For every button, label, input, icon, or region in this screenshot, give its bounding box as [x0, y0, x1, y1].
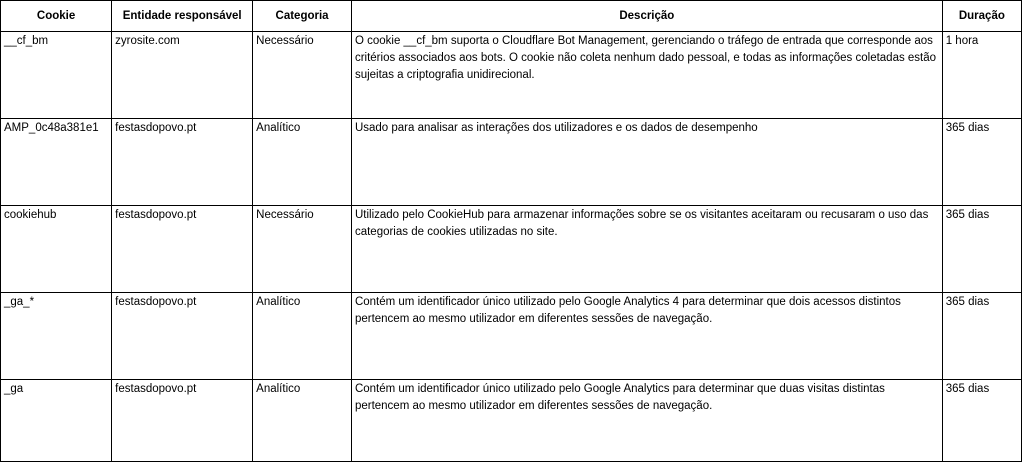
cell-cookie: cookiehub: [1, 206, 112, 293]
cell-entity: festasdopovo.pt: [112, 206, 253, 293]
cell-entity: festasdopovo.pt: [112, 380, 253, 462]
header-description: Descrição: [351, 1, 942, 32]
table-row: [1, 32, 1022, 119]
cell-duration: 1 hora: [942, 32, 1021, 119]
table-row: [1, 119, 1022, 206]
table-row: [1, 206, 1022, 293]
cell-cookie: __cf_bm: [1, 32, 112, 119]
cell-cookie: _ga: [1, 380, 112, 462]
cell-category: Necessário: [253, 206, 352, 293]
header-duration: Duração: [942, 1, 1021, 32]
cell-duration: 365 dias: [942, 206, 1021, 293]
header-entity: Entidade responsável: [112, 1, 253, 32]
cell-entity: festasdopovo.pt: [112, 119, 253, 206]
cell-description: Usado para analisar as interações dos utilizadores e os dados de desempenho: [351, 119, 942, 206]
cell-cookie: AMP_0c48a381e1: [1, 119, 112, 206]
cell-description: Contém um identificador único utilizado pelo Google Analytics para determinar que duas visitas distintas pertencem ao mesmo utilizador em diferentes sessões de navegação.: [351, 380, 942, 462]
header-category: Categoria: [253, 1, 352, 32]
cell-duration: 365 dias: [942, 293, 1021, 380]
cell-category: Analítico: [253, 293, 352, 380]
cell-category: Necessário: [253, 32, 352, 119]
cell-cookie: _ga_*: [1, 293, 112, 380]
cell-category: Analítico: [253, 119, 352, 206]
header-cookie: Cookie: [1, 1, 112, 32]
cell-description: Contém um identificador único utilizado pelo Google Analytics 4 para determinar que dois acessos distintos pertencem ao mesmo utilizador em diferentes sessões de navegação.: [351, 293, 942, 380]
cell-category: Analítico: [253, 380, 352, 462]
table-row: [1, 380, 1022, 462]
cell-description: Utilizado pelo CookieHub para armazenar informações sobre se os visitantes aceitaram ou recusaram o uso das categorias de cookies utilizadas no site.: [351, 206, 942, 293]
table-row: [1, 293, 1022, 380]
cell-description: O cookie __cf_bm suporta o Cloudflare Bot Management, gerenciando o tráfego de entrada que corresponde aos critérios associados aos bots. O cookie não coleta nenhum dado pessoal, e todas as informações coletadas estão sujeitas a criptografia unidirecional.: [351, 32, 942, 119]
cell-duration: 365 dias: [942, 119, 1021, 206]
table-header-row: [1, 1, 1022, 32]
cell-entity: festasdopovo.pt: [112, 293, 253, 380]
cell-duration: 365 dias: [942, 380, 1021, 462]
cell-entity: zyrosite.com: [112, 32, 253, 119]
